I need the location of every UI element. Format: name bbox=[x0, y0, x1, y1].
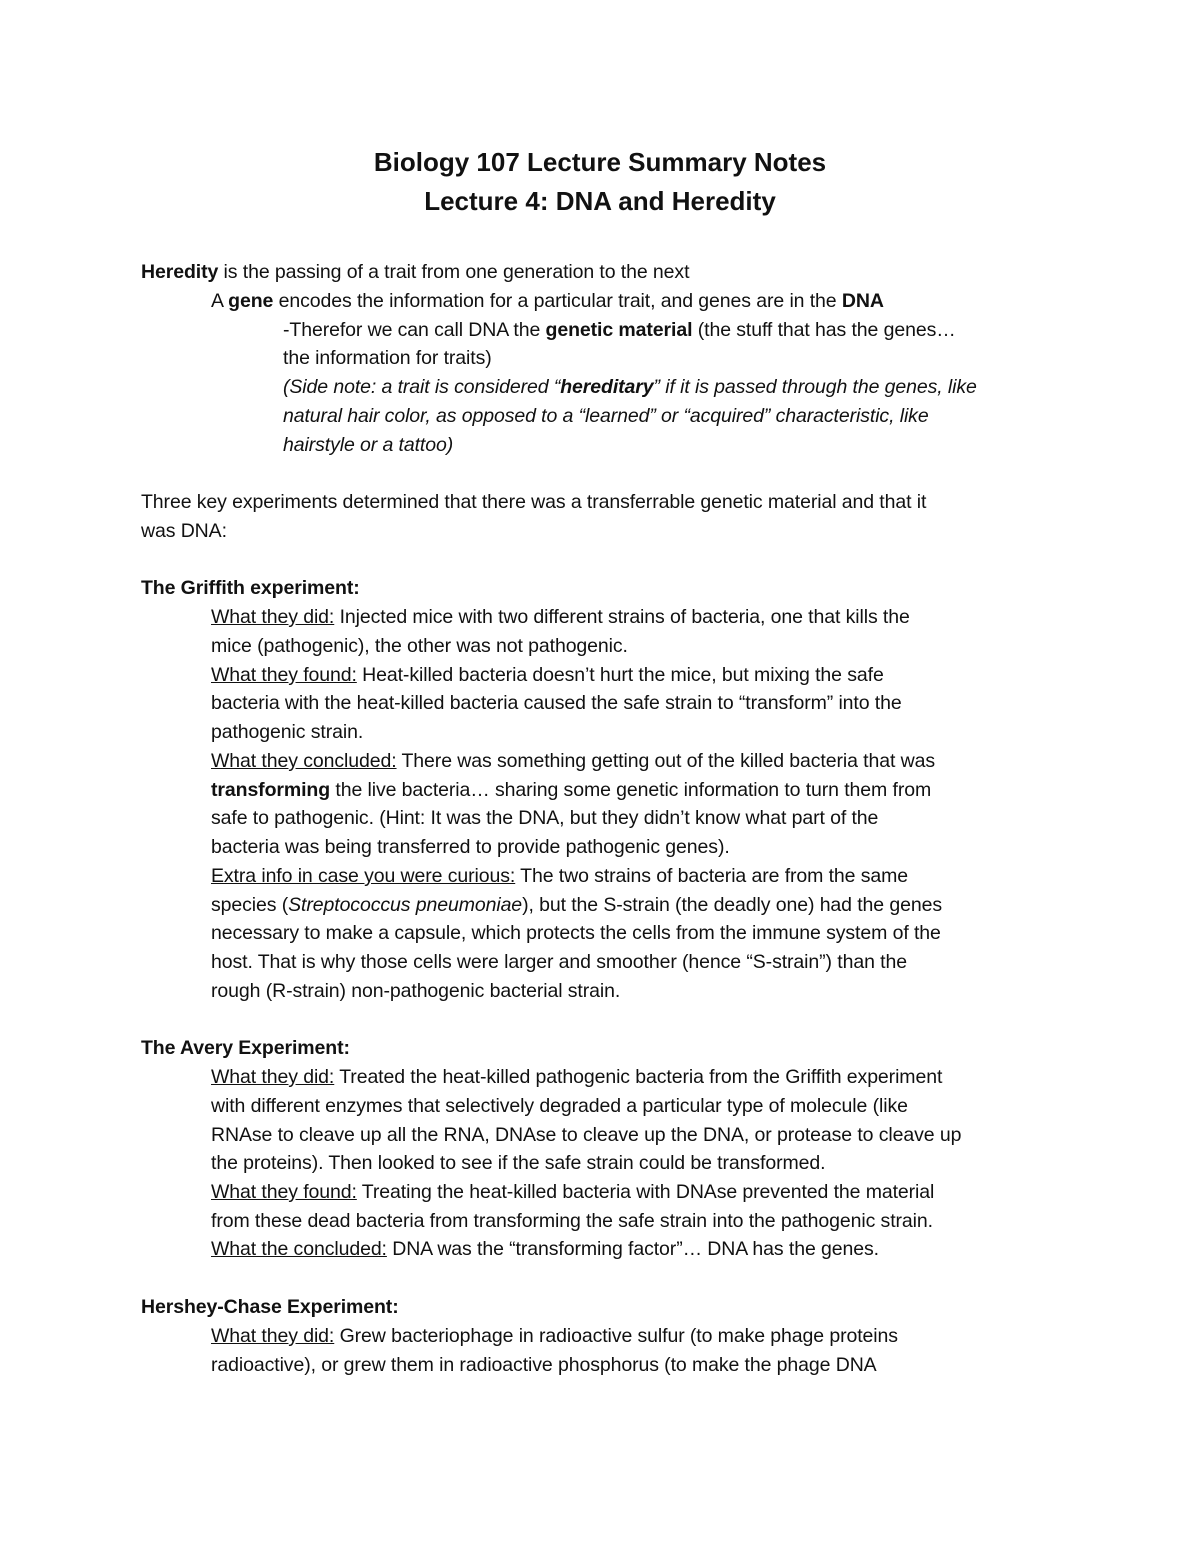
avery-concluded-line-1 bbox=[211, 1235, 879, 1263]
intro-line-2: was DNA: bbox=[141, 520, 227, 542]
avery-found-text: Treating the heat-killed bacteria with DNAse prevented the material bbox=[356, 1181, 935, 1203]
griffith-heading: The Griffith experiment: bbox=[141, 577, 360, 599]
griffith-concluded-label: What they concluded: bbox=[211, 750, 397, 772]
avery-found-line-1 bbox=[211, 1178, 934, 1206]
hereditary-term: hereditary bbox=[560, 376, 654, 398]
hershey-did-line-1 bbox=[211, 1322, 898, 1350]
griffith-extra-line-5: rough (R-strain) non-pathogenic bacterial strain. bbox=[211, 980, 621, 1002]
griffith-found-line-1 bbox=[211, 661, 884, 689]
genetic-material-line-2: the information for traits) bbox=[283, 347, 492, 369]
griffith-did-text: Injected mice with two different strains of bacteria, one that kills the bbox=[334, 606, 910, 628]
hershey-did-text: Grew bacteriophage in radioactive sulfur (to make phage proteins bbox=[334, 1325, 898, 1347]
avery-found-label: What they found: bbox=[211, 1181, 357, 1203]
hershey-heading: Hershey-Chase Experiment: bbox=[141, 1296, 399, 1318]
griffith-found-line-3: pathogenic strain. bbox=[211, 721, 364, 743]
gene-term: gene bbox=[228, 290, 274, 312]
heredity-definition bbox=[141, 258, 689, 286]
side-note-line-3: hairstyle or a tattoo) bbox=[283, 434, 454, 456]
transforming-term: transforming bbox=[211, 779, 331, 801]
griffith-concluded-text: There was something getting out of the killed bacteria that was bbox=[396, 750, 935, 772]
document-subtitle: Lecture 4: DNA and Heredity bbox=[424, 186, 776, 216]
avery-found-line-2: from these dead bacteria from transforming the safe strain into the pathogenic strain. bbox=[211, 1210, 933, 1232]
griffith-concluded-line-4: bacteria was being transferred to provide pathogenic genes). bbox=[211, 836, 730, 858]
document-title: Biology 107 Lecture Summary Notes bbox=[373, 147, 827, 177]
griffith-extra-line-2 bbox=[211, 891, 942, 919]
heredity-def-text: is the passing of a trait from one generation to the next bbox=[218, 261, 690, 283]
extra-species-pre: species ( bbox=[211, 894, 289, 916]
genetic-material-term: genetic material bbox=[545, 319, 693, 341]
avery-did-line-1 bbox=[211, 1063, 942, 1091]
therefor-post-text: (the stuff that has the genes… bbox=[692, 319, 956, 341]
extra-species-post: ), but the S-strain (the deadly one) had the genes bbox=[522, 894, 942, 916]
griffith-concluded-text-2: the live bacteria… sharing some genetic information to turn them from bbox=[330, 779, 932, 801]
griffith-found-text: Heat-killed bacteria doesn’t hurt the mice, but mixing the safe bbox=[356, 664, 884, 686]
griffith-extra-line-3: necessary to make a capsule, which protects the cells from the immune system of the bbox=[211, 922, 941, 944]
avery-did-label: What they did: bbox=[211, 1066, 335, 1088]
avery-did-line-3: RNAse to cleave up all the RNA, DNAse to cleave up the DNA, or protease to cleave up bbox=[211, 1124, 962, 1146]
side-note-line-1 bbox=[283, 373, 977, 401]
avery-did-text: Treated the heat-killed pathogenic bacteria from the Griffith experiment bbox=[334, 1066, 943, 1088]
species-name: Streptococcus pneumoniae bbox=[288, 894, 523, 916]
griffith-extra-line-4: host. That is why those cells were larger and smoother (hence “S-strain”) than the bbox=[211, 951, 907, 973]
griffith-found-label: What they found: bbox=[211, 664, 357, 686]
griffith-extra-line-1 bbox=[211, 862, 908, 890]
genetic-material-line bbox=[283, 316, 956, 344]
avery-concluded-text: DNA was the “transforming factor”… DNA has the genes. bbox=[386, 1238, 879, 1260]
gene-mid-text: encodes the information for a particular trait, and genes are in the bbox=[273, 290, 842, 312]
avery-did-line-2: with different enzymes that selectively degraded a particular type of molecule (like bbox=[211, 1095, 908, 1117]
intro-line-1: Three key experiments determined that there was a transferrable genetic material and that it bbox=[141, 491, 927, 513]
griffith-found-line-2: bacteria with the heat-killed bacteria caused the safe strain to “transform” into the bbox=[211, 692, 902, 714]
griffith-did-label: What they did: bbox=[211, 606, 335, 628]
side-note-line-2: natural hair color, as opposed to a “learned” or “acquired” characteristic, like bbox=[283, 405, 929, 427]
hershey-did-label: What they did: bbox=[211, 1325, 335, 1347]
griffith-did-line-2: mice (pathogenic), the other was not pathogenic. bbox=[211, 635, 628, 657]
griffith-concluded-line-1 bbox=[211, 747, 935, 775]
gene-pre-text: A bbox=[211, 290, 229, 312]
griffith-extra-text: The two strains of bacteria are from the same bbox=[515, 865, 909, 887]
griffith-concluded-line-2 bbox=[211, 776, 931, 804]
griffith-extra-label: Extra info in case you were curious: bbox=[211, 865, 516, 887]
therefor-pre-text: -Therefor we can call DNA the bbox=[283, 319, 546, 341]
side-note-pre: (Side note: a trait is considered “ bbox=[283, 376, 561, 398]
avery-did-line-4: the proteins). Then looked to see if the safe strain could be transformed. bbox=[211, 1152, 826, 1174]
dna-term: DNA bbox=[841, 290, 884, 312]
avery-concluded-label: What the concluded: bbox=[211, 1238, 387, 1260]
heredity-term: Heredity bbox=[141, 261, 219, 283]
avery-heading: The Avery Experiment: bbox=[141, 1037, 350, 1059]
side-note-post: ” if it is passed through the genes, like bbox=[653, 376, 977, 398]
griffith-concluded-line-3: safe to pathogenic. (Hint: It was the DNA, but they didn’t know what part of the bbox=[211, 807, 879, 829]
gene-definition bbox=[211, 287, 884, 315]
griffith-did-line-1 bbox=[211, 603, 910, 631]
hershey-did-line-2: radioactive), or grew them in radioactive phosphorus (to make the phage DNA bbox=[211, 1354, 877, 1376]
